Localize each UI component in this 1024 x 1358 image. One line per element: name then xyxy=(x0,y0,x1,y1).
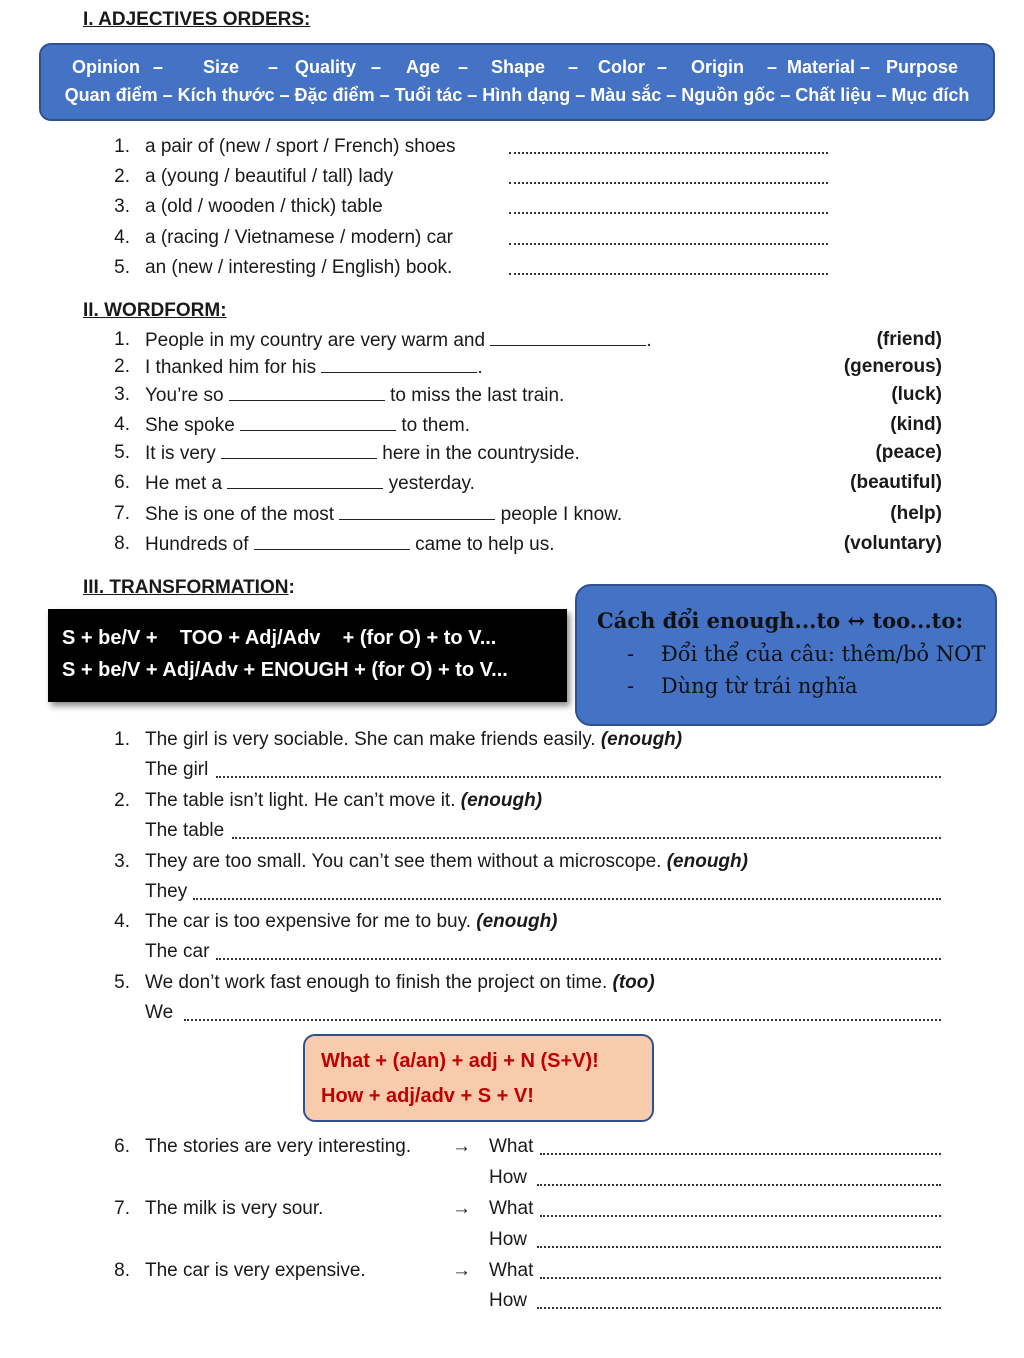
what-label: What xyxy=(489,1198,534,1219)
list-item: a (old / wooden / thick) table xyxy=(145,196,383,217)
sentence-end: to them. xyxy=(401,415,471,436)
tip-text: Dùng từ trái nghĩa xyxy=(660,674,858,698)
sentence-start: She spoke xyxy=(145,415,235,436)
how-label: How xyxy=(489,1290,528,1311)
item-number: 5. xyxy=(114,972,130,993)
sentence-start: Hundreds of xyxy=(145,534,249,555)
answer-line[interactable] xyxy=(537,1246,941,1248)
sentence-end: came to help us. xyxy=(415,534,555,555)
blank-input[interactable] xyxy=(229,384,385,401)
order-dash: – xyxy=(657,57,668,77)
sentence-start: She is one of the most xyxy=(145,504,335,525)
answer-line[interactable] xyxy=(216,958,941,960)
order-size: Size xyxy=(203,57,240,77)
tip-dash: - xyxy=(627,674,635,698)
sentence-start: It is very xyxy=(145,443,216,464)
order-age: Age xyxy=(406,57,441,77)
tip-item xyxy=(627,642,985,666)
blank-input[interactable] xyxy=(227,472,383,489)
sentence: They are too small. You can’t see them without a microscope. xyxy=(145,851,662,872)
answer-line[interactable] xyxy=(216,776,941,778)
list-item: a (racing / Vietnamese / modern) car xyxy=(145,227,454,248)
item-number: 5. xyxy=(114,257,130,278)
item-number: 6. xyxy=(114,472,130,493)
hint: (enough) xyxy=(460,790,543,811)
sentence: The car is too expensive for me to buy. xyxy=(145,911,471,932)
sentence-end: people I know. xyxy=(500,504,623,525)
list-item xyxy=(145,384,564,407)
rewrite-start: We xyxy=(145,1002,174,1023)
item-number: 1. xyxy=(114,729,130,750)
list-item xyxy=(145,503,622,526)
wordform-hint: (generous) xyxy=(843,356,942,377)
order-dash: – xyxy=(153,57,164,77)
answer-line[interactable] xyxy=(193,898,941,900)
list-item: an (new / interesting / English) book. xyxy=(145,257,453,278)
list-item xyxy=(145,729,682,751)
section3-heading-colon: : xyxy=(288,577,295,598)
list-item: a (young / beautiful / tall) lady xyxy=(145,166,394,187)
item-number: 8. xyxy=(114,1260,130,1281)
answer-line[interactable] xyxy=(509,243,828,245)
item-number: 3. xyxy=(114,196,130,217)
list-item xyxy=(145,356,483,379)
formula-enough: S + be/V + Adj/Adv + ENOUGH + (for O) + to V... xyxy=(62,659,508,681)
answer-line[interactable] xyxy=(509,212,828,214)
sentence-end: . xyxy=(646,330,652,351)
order-dash: – xyxy=(268,57,279,77)
blank-input[interactable] xyxy=(490,329,646,346)
hint: (enough) xyxy=(666,851,748,872)
order-line1 xyxy=(41,57,993,81)
what-label: What xyxy=(489,1260,534,1281)
item-number: 7. xyxy=(114,503,130,524)
order-line2: Quan điểm – Kích thước – Đặc điểm – Tuổi tác – Hình dạng – Màu sắc – Nguồn gốc – Chất liệu – Mục đích xyxy=(64,85,970,105)
tip-title: Cách đổi enough...to ↔ too...to: xyxy=(597,608,964,633)
how-label: How xyxy=(489,1229,528,1250)
blank-input[interactable] xyxy=(254,533,410,550)
sentence-end: yesterday. xyxy=(388,473,475,494)
blank-input[interactable] xyxy=(221,442,377,459)
blank-input[interactable] xyxy=(240,414,396,431)
item-number: 2. xyxy=(114,356,130,377)
adjective-order-box xyxy=(39,43,995,121)
exclaim-how-formula: How + adj/adv + S + V! xyxy=(321,1085,534,1107)
list-item: a pair of (new / sport / French) shoes xyxy=(145,136,456,157)
answer-line[interactable] xyxy=(537,1184,941,1186)
item-number: 7. xyxy=(114,1198,130,1219)
rewrite-start: They xyxy=(145,881,188,902)
order-shape: Shape xyxy=(491,57,546,77)
tip-item xyxy=(627,674,858,698)
sentence-start: People in my country are very warm and xyxy=(145,330,486,351)
answer-line[interactable] xyxy=(509,273,828,275)
order-opinion: Opinion xyxy=(72,57,140,77)
order-color: Color xyxy=(598,57,645,77)
item-number: 4. xyxy=(114,911,130,932)
answer-line[interactable] xyxy=(232,837,941,839)
arrow-right-icon: → xyxy=(452,1198,471,1219)
wordform-hint: (friend) xyxy=(876,329,942,350)
wordform-hint: (peace) xyxy=(875,442,942,463)
answer-line[interactable] xyxy=(540,1153,941,1155)
conversion-tip-box xyxy=(575,584,997,726)
rewrite-start: The table xyxy=(145,820,225,841)
item-number: 3. xyxy=(114,384,130,405)
wordform-hint: (beautiful) xyxy=(850,472,942,493)
order-dash: – xyxy=(767,57,778,77)
exclaim-what-formula: What + (a/an) + adj + N (S+V)! xyxy=(321,1050,599,1072)
answer-line[interactable] xyxy=(540,1277,941,1279)
formula-too: S + be/V + TOO + Adj/Adv + (for O) + to V... xyxy=(62,627,497,649)
order-purpose: Purpose xyxy=(886,57,959,77)
order-dash: – xyxy=(371,57,382,77)
rewrite-start: The car xyxy=(145,941,210,962)
list-item xyxy=(145,442,580,465)
sentence-end: . xyxy=(477,357,483,378)
list-item xyxy=(145,911,558,933)
answer-line[interactable] xyxy=(540,1215,941,1217)
list-item xyxy=(145,972,655,994)
order-dash: – xyxy=(458,57,469,77)
answer-line[interactable] xyxy=(537,1307,941,1309)
what-label: What xyxy=(489,1136,534,1157)
list-item: The car is very expensive. xyxy=(145,1260,366,1281)
list-item: The stories are very interesting. xyxy=(145,1136,412,1157)
item-number: 2. xyxy=(114,790,130,811)
wordform-hint: (voluntary) xyxy=(843,533,942,554)
wordform-hint: (luck) xyxy=(891,384,942,405)
order-origin: Origin xyxy=(691,57,744,77)
sentence-start: He met a xyxy=(145,473,223,494)
arrow-right-icon: → xyxy=(452,1260,471,1281)
answer-line[interactable] xyxy=(184,1019,941,1021)
list-item xyxy=(145,329,652,352)
how-label: How xyxy=(489,1167,528,1188)
hint: (enough) xyxy=(476,911,558,932)
blank-input[interactable] xyxy=(321,356,477,373)
wordform-hint: (help) xyxy=(890,503,942,524)
hint: (enough) xyxy=(600,729,683,750)
sentence-end: here in the countryside. xyxy=(382,443,580,464)
list-item xyxy=(145,472,475,495)
tip-dash: - xyxy=(627,642,635,666)
list-item xyxy=(145,533,555,556)
sentence: The table isn’t light. He can’t move it. xyxy=(145,790,456,811)
answer-line[interactable] xyxy=(509,182,828,184)
item-number: 6. xyxy=(114,1136,130,1157)
sentence-start: You’re so xyxy=(145,385,224,406)
sentence-start: I thanked him for his xyxy=(145,357,317,378)
item-number: 2. xyxy=(114,166,130,187)
list-item xyxy=(145,851,748,873)
formula-box xyxy=(48,609,567,702)
rewrite-start: The girl xyxy=(145,759,209,780)
item-number: 1. xyxy=(114,136,130,157)
item-number: 8. xyxy=(114,533,130,554)
sentence: The girl is very sociable. She can make friends easily. xyxy=(145,729,596,750)
exclamation-box xyxy=(303,1034,654,1122)
item-number: 3. xyxy=(114,851,130,872)
order-dash: – xyxy=(568,57,579,77)
list-item xyxy=(145,790,542,812)
tip-text: Đổi thể của câu: thêm/bỏ NOT xyxy=(660,642,986,666)
wordform-hint: (kind) xyxy=(890,414,942,435)
order-quality: Quality xyxy=(295,57,357,77)
arrow-right-icon: → xyxy=(452,1136,471,1157)
section3-heading-text: III. TRANSFORMATION xyxy=(83,577,289,598)
blank-input[interactable] xyxy=(339,503,495,520)
list-item xyxy=(145,414,470,437)
list-item: The milk is very sour. xyxy=(145,1198,324,1219)
section2-heading: II. WORDFORM: xyxy=(83,300,227,321)
hint: (too) xyxy=(612,972,655,993)
sentence: We don’t work fast enough to finish the project on time. xyxy=(145,972,608,993)
section1-heading: I. ADJECTIVES ORDERS: xyxy=(83,9,311,30)
item-number: 4. xyxy=(114,414,130,435)
item-number: 1. xyxy=(114,329,130,350)
sentence-end: to miss the last train. xyxy=(390,385,565,406)
section3-heading xyxy=(83,577,295,599)
item-number: 5. xyxy=(114,442,130,463)
order-material: Material – xyxy=(787,57,871,77)
answer-line[interactable] xyxy=(509,152,828,154)
item-number: 4. xyxy=(114,227,130,248)
